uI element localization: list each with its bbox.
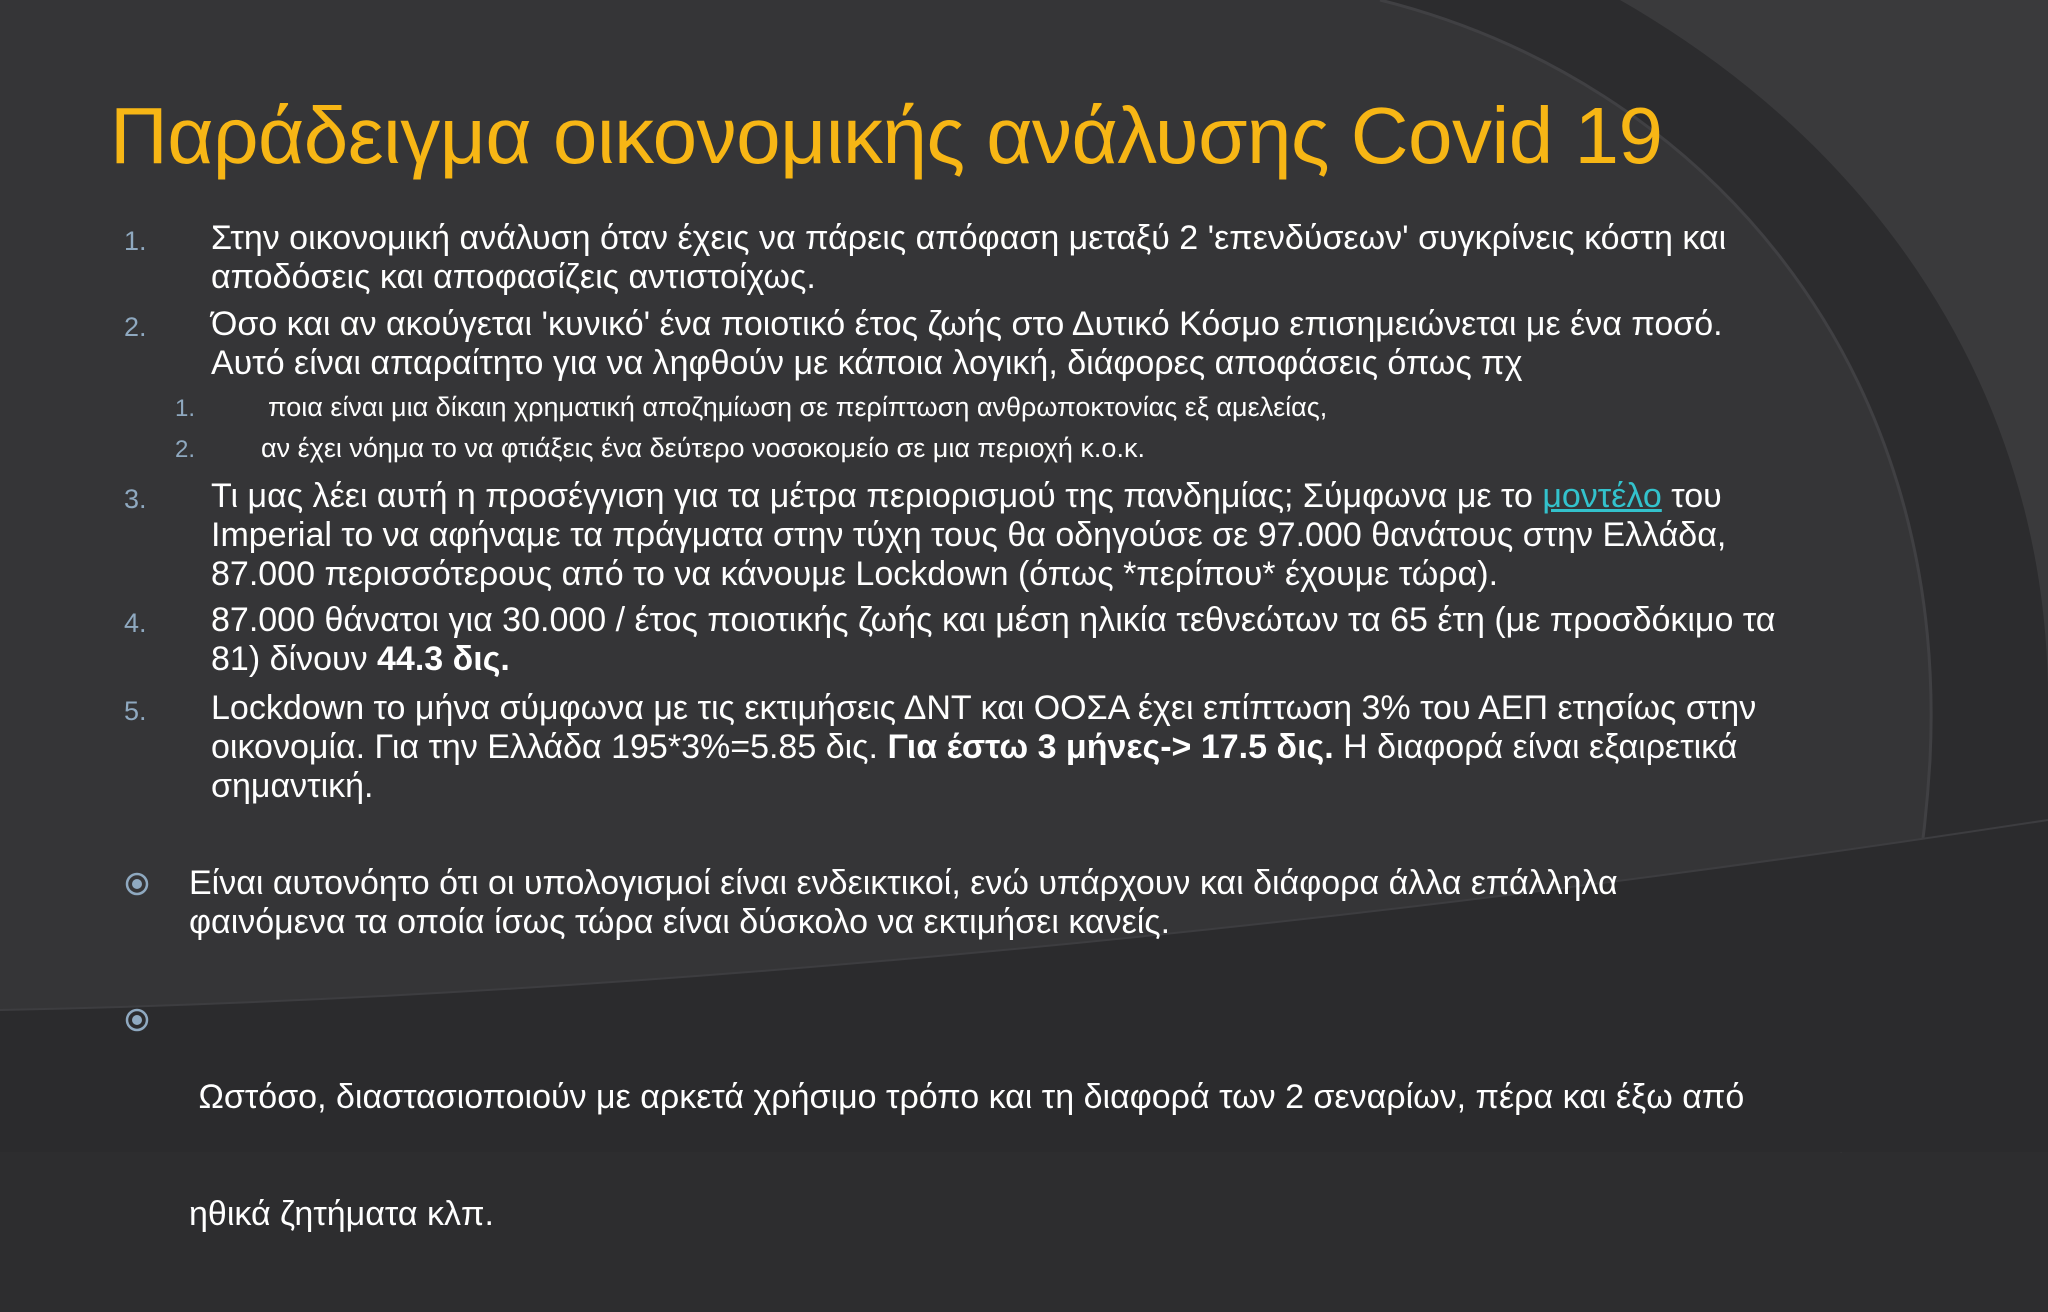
list-item-line [211,728,1756,767]
list-item-line: σημαντική. [211,767,374,805]
list-item-text: του [1661,477,1722,515]
list-item-text: οικονομία. Για την Ελλάδα 195*3%=5.85 δις. [211,728,888,766]
list-number: 5. [124,696,147,726]
bullet-item-1 [189,864,1618,942]
highlight-value: Για έστω 3 μήνες-> 17.5 δις. [887,728,1334,766]
list-item-text: Τι μας λέει αυτή η προσέγγιση για τα μέτρα περιορισμού της πανδημίας; Σύμφωνα με το [211,477,1543,515]
bullet-item-2 [189,1000,1744,1312]
list-item-line: αποδόσεις και αποφασίζεις αντιστοίχως. [211,258,816,296]
bullet-line: ηθικά ζητήματα κλπ. [189,1195,494,1233]
sublist-item-2: αν έχει νόημα το να φτιάξεις ένα δεύτερο νοσοκομείο σε μια περιοχή κ.ο.κ. [261,433,1145,463]
sublist-number: 2. [175,436,196,463]
list-item-line [211,640,1775,679]
list-item-line: Αυτό είναι απαραίτητο για να ληφθούν με κάποια λογική, διάφορες αποφάσεις όπως πχ [211,344,1523,382]
list-number: 2. [124,312,147,342]
list-number: 4. [124,608,147,638]
list-number: 3. [124,484,147,514]
list-item-text: 81) δίνουν [211,640,378,678]
list-item-line: Imperial το να αφήναμε τα πράγματα στην τύχη τους θα οδηγούσε σε 97.000 θανάτους στην Ελλάδα, [211,516,1727,554]
list-item-line: Lockdown το μήνα σύμφωνα με τις εκτιμήσεις ΔΝΤ και ΟΟΣΑ έχει επίπτωση 3% του ΑΕΠ ετησίως στην [211,689,1757,727]
highlight-value: 44.3 δις. [377,640,510,678]
list-item-line [211,477,1726,516]
list-item-3 [211,477,1726,594]
list-number: 1. [124,226,147,256]
sublist-item-1: ποια είναι μια δίκαιη χρηματική αποζημίωση σε περίπτωση ανθρωποκτονίας εξ αμελείας, [268,392,1328,422]
list-item-2 [211,305,1723,383]
list-item-text: Η διαφορά είναι εξαιρετικά [1333,728,1738,766]
bullet-line: Είναι αυτονόητο ότι οι υπολογισμοί είναι ενδεικτικοί, ενώ υπάρχουν και διάφορα άλλα επάλληλα [189,864,1618,902]
list-item-1 [211,219,1726,297]
slide-title: Παράδειγμα οικονομικής ανάλυσης Covid 19 [110,91,1663,180]
sublist-number: 1. [175,395,196,422]
list-item-line: Όσο και αν ακούγεται 'κυνικό' ένα ποιοτικό έτος ζωής στο Δυτικό Κόσμο επισημειώνεται με ένα ποσό. [211,305,1723,343]
bullet-line: Ωστόσο, διαστασιοποιούν με αρκετά χρήσιμο τρόπο και τη διαφορά των 2 σεναρίων, πέρα και έξω από [189,1078,1745,1116]
list-item-line: 87.000 θάνατοι για 30.000 / έτος ποιοτικής ζωής και μέση ηλικία τεθνεώτων τα 65 έτη (με προσδόκιμο τα [211,601,1776,639]
model-link[interactable]: μοντέλο [1542,477,1662,515]
bullet-line: φαινόμενα τα οποία ίσως τώρα είναι δύσκολο να εκτιμήσει κανείς. [189,903,1171,941]
list-item-5 [211,689,1756,806]
circle-bullet-icon [124,1007,150,1033]
list-item-4 [211,601,1775,679]
list-item-line: Στην οικονομική ανάλυση όταν έχεις να πάρεις απόφαση μεταξύ 2 'επενδύσεων' συγκρίνεις κόστη και [211,219,1727,257]
circle-bullet-icon [124,871,150,897]
list-item-line: 87.000 περισσότερους από το να κάνουμε Lockdown (όπως *περίπου* έχουμε τώρα). [211,555,1499,593]
